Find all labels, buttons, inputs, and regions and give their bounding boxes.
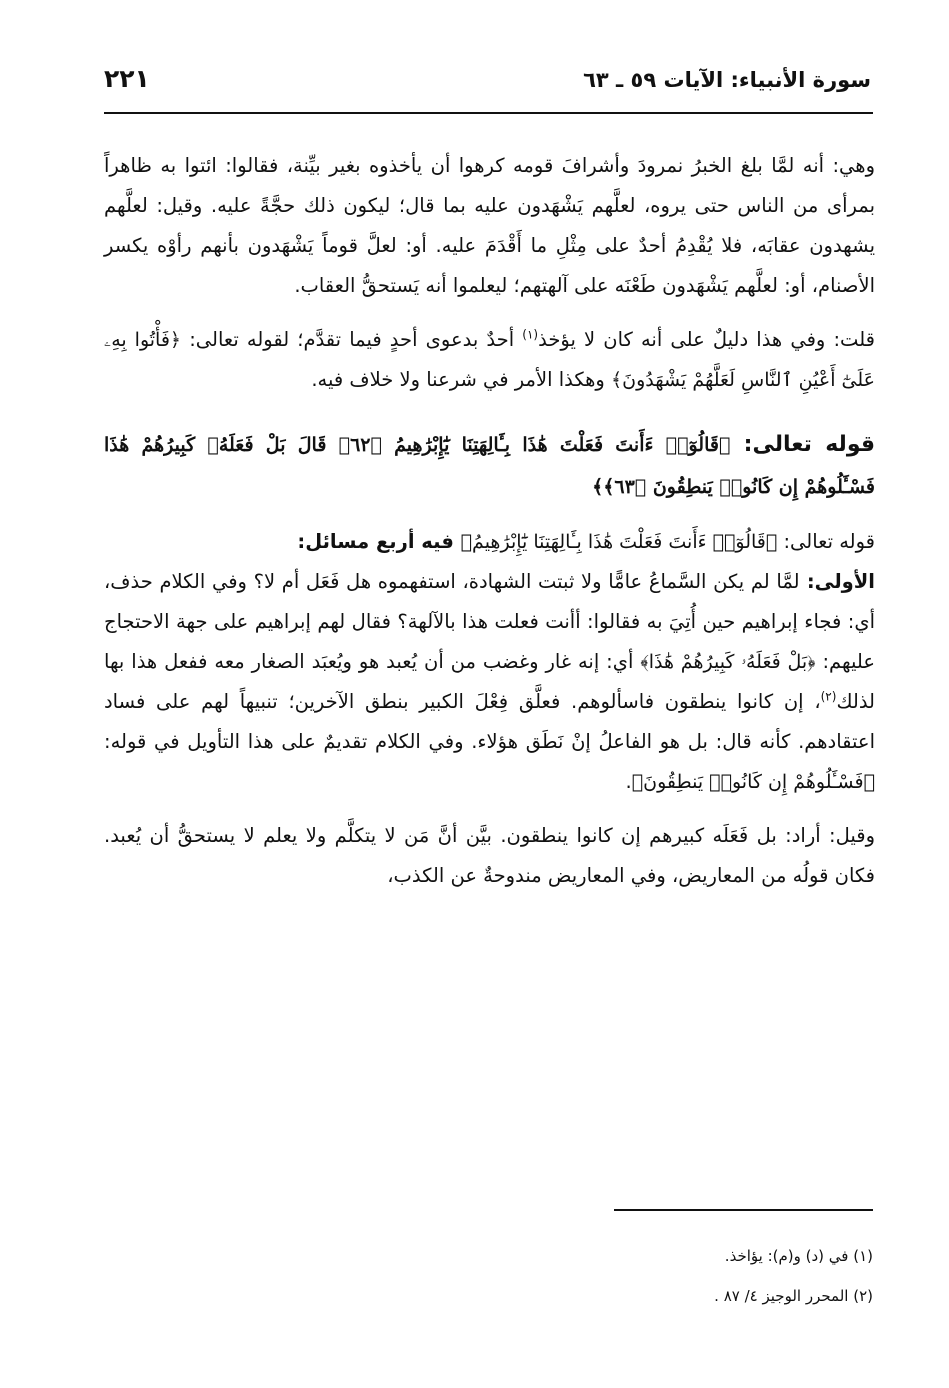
paragraph-4-text-c: ، إن كانوا ينطقون فاسألوهم. فعلَّق فِعْلَ الكبير بنطق الآخرين؛ تنبيهاً لهم على فساد اعتقادهم. كأنه قال: بل هو الفاعلُ إنْ نَطَق هؤلاء. وفي الكلام تقديمٌ على هذا التأويل في قوله: bbox=[104, 690, 875, 753]
paragraph-2-text-c: وهكذا الأمر في شرعنا ولا خلاف فيه. bbox=[311, 368, 612, 391]
footnote-ref-1: (١) bbox=[522, 327, 539, 342]
header-divider bbox=[104, 112, 873, 114]
paragraph-gap bbox=[104, 802, 875, 816]
footnote-2: (٢) المحرر الوجيز ٤/ ٨٧ . bbox=[714, 1287, 873, 1305]
quran-quote: ﴿فَأْتُوا بِهِۦ عَلَىٰٓ أَعْيُنِ ٱلنَّاسِ لَعَلَّهُمْ يَشْهَدُونَ﴾ bbox=[104, 329, 875, 391]
ayah-heading-label: قوله تعالى: bbox=[730, 432, 876, 457]
paragraph-gap bbox=[104, 400, 875, 424]
quran-quote: ﴿قَالُوٓا۟ ءَأَنتَ فَعَلْتَ هَٰذَا بِـَٔالِهَتِنَا يَٰٓإِبْرَٰهِيمُ﴾ bbox=[460, 531, 778, 553]
surah-title: سورة الأنبياء: الآيات ٥٩ ـ ٦٣ bbox=[583, 68, 871, 92]
paragraph-gap bbox=[104, 508, 875, 522]
footnotes bbox=[104, 1236, 873, 1316]
ayah-heading bbox=[104, 424, 875, 508]
paragraph-gap bbox=[104, 306, 875, 320]
paragraph-4 bbox=[104, 562, 875, 802]
footnote-1: (١) في (د) و(م): يؤاخذ. bbox=[724, 1247, 873, 1265]
paragraph-3-text-b: فيه أربع مسائل: bbox=[297, 530, 461, 553]
paragraph-4-text-d: . bbox=[625, 770, 632, 793]
paragraph-3-text-a: قوله تعالى: bbox=[777, 530, 875, 553]
quran-quote: ﴿فَسْـَٔلُوهُمْ إِن كَانُوا۟ يَنطِقُونَ﴾ bbox=[631, 771, 875, 793]
paragraph-2 bbox=[104, 320, 875, 400]
page-number: ٢٢١ bbox=[104, 64, 150, 93]
paragraph-4-text-b: أي: إنه غار وغضب من أن يُعبد هو ويُعبَد الصغار معه ففعل هذا بها لذلك bbox=[104, 650, 875, 713]
paragraph-2-text-b: أحدٌ بدعوى أحدٍ فيما تقدَّم؛ لقوله تعالى: bbox=[181, 328, 523, 351]
footnote-divider bbox=[614, 1209, 873, 1211]
paragraph-1: وهي: أنه لمَّا بلغ الخبرُ نمرودَ وأشرافَ قومه كرهوا أن يأخذوه بغير بيِّنة، فقالوا: ائتوا به ظاهراً بمرأى من الناس حتى يروه، لعلَّهم يَشْهَدون عليه بما قال؛ ليكون ذلك حجَّةً عليه. وقيل: لعلَّهم يشهدون عقابَه، فلا يُقْدِمُ أحدٌ على مِثْلِ ما أَقْدَمَ عليه. أو: لعلَّ قوماً يَشْهَدون بأنهم رأوْه يكسر الأصنام، أو: لعلَّهم يَشْهَدون طَعْنَه على آلهتهم؛ ليعلموا أنه يَستحقُّ العقاب. bbox=[104, 154, 875, 297]
paragraph-3 bbox=[104, 522, 875, 562]
paragraph-2-text-a: قلت: وفي هذا دليلٌ على أنه كان لا يؤخذ bbox=[538, 328, 875, 351]
ayah-heading-verses: ﴿قَالُوٓا۟ ءَأَنتَ فَعَلْتَ هَٰذَا بِـَٔالِهَتِنَا يَٰٓإِبْرَٰهِيمُ ﴿٦٢﴾ قَالَ بَلْ فَعَلَهُۥ كَبِيرُهُمْ هَٰذَا فَسْـَٔلُوهُمْ إِن كَانُوا۟ يَنطِقُونَ ﴿٦٣﴾﴾ bbox=[104, 434, 875, 498]
footnote-ref-2: (٢) bbox=[820, 689, 837, 704]
quran-quote: ﴿بَلْ فَعَلَهُۥ كَبِيرُهُمْ هَٰذَا﴾ bbox=[640, 651, 816, 673]
main-text bbox=[104, 146, 875, 896]
issue-label-first: الأولى: bbox=[799, 570, 875, 593]
page-header bbox=[104, 64, 871, 104]
paragraph-5: وقيل: أراد: بل فَعَلَه كبيرهم إن كانوا ينطقون. بيَّن أنَّ مَن لا يتكلَّم ولا يعلم لا يستحقُّ أن يُعبد. فكان قولُه من المعاريض، وفي المعاريض مندوحةٌ عن الكذب، bbox=[104, 824, 875, 887]
paragraph-4-text-a: لمَّا لم يكن السَّماعُ عامًّا ولا ثبتت الشهادة، استفهموه هل فَعَل أم لا؟ وفي الكلام حذف، أي: فجاء إبراهيم حين أُتِيَ به فقالوا: أأنت فعلت هذا بالآلهة؟ فقال لهم إبراهيم على جهة الاحتجاج عليهم: bbox=[104, 570, 875, 673]
